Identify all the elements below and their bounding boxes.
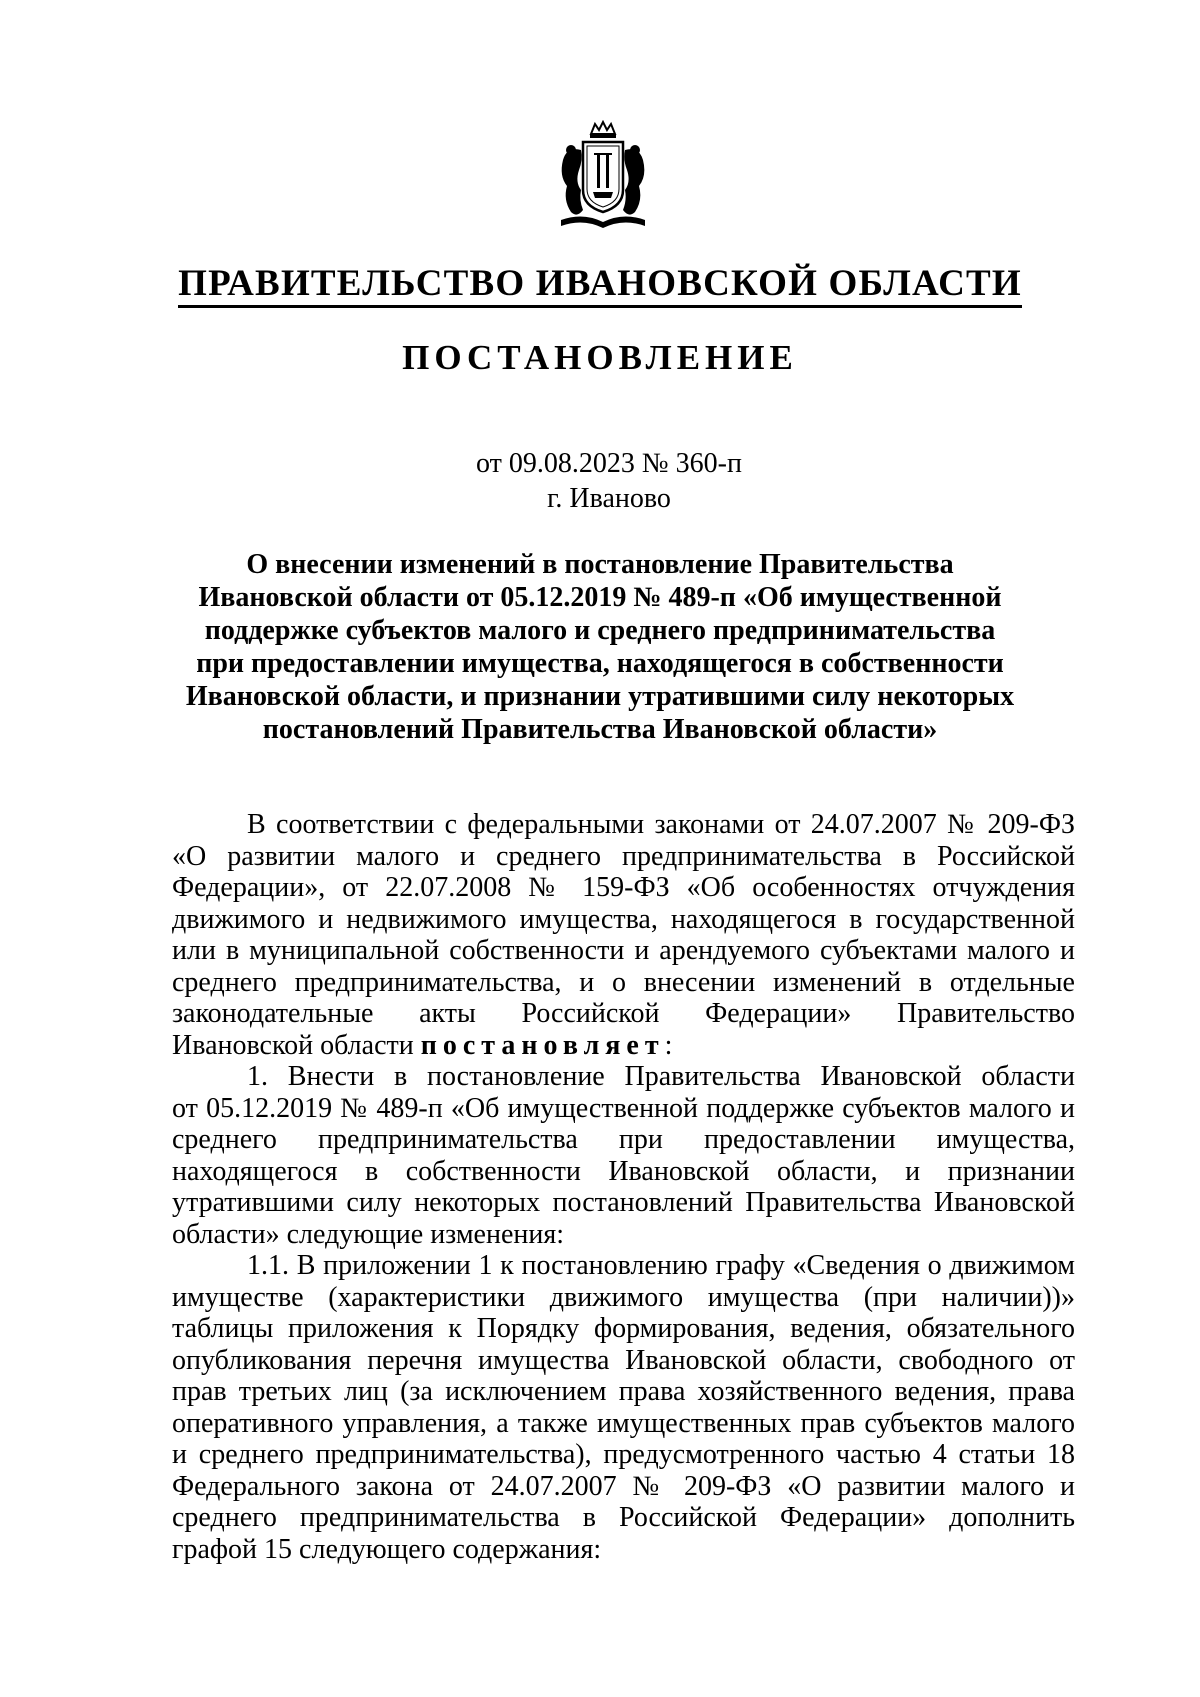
body-line: находящегося в собственности Ивановской области, и признании	[172, 1155, 1075, 1187]
body-line: В соответствии с федеральными законами от 24.07.2007 № 209-ФЗ	[247, 809, 1075, 840]
body-line: Федерации», от 22.07.2008 № 159-ФЗ «Об особенностях отчуждения	[172, 872, 1075, 903]
heading-line: О внесении изменений в постановление Правительства	[246, 549, 954, 580]
document-body	[172, 809, 1075, 1565]
body-line: прав третьих лиц (за исключением права хозяйственного ведения, права	[172, 1376, 1075, 1407]
body-line: имуществе (характеристики движимого имущества (при наличии))»	[172, 1281, 1075, 1313]
body-line: среднего предпринимательства, и о внесении изменений в отдельные	[172, 966, 1075, 998]
body-line: «О развитии малого и среднего предпринимательства в Российской	[172, 840, 1075, 872]
heading-line: поддержке субъектов малого и среднего предпринимательства	[204, 615, 996, 646]
body-line: среднего предпринимательства в Российской Федерации» дополнить	[172, 1502, 1075, 1533]
document-heading	[0, 548, 1200, 746]
body-line: движимого и недвижимого имущества, находящегося в государственной	[172, 903, 1075, 935]
heading-line: Ивановской области от 05.12.2019 № 489-п «Об имущественной	[198, 582, 1002, 613]
body-line: опубликования перечня имущества Ивановской области, свободного от	[172, 1344, 1075, 1376]
body-line: 1. Внести в постановление Правительства Ивановской области	[247, 1061, 1075, 1092]
document-date-number: от 09.08.2023 № 360-п	[476, 448, 742, 479]
heading-line: Ивановской области, и признании утратившими силу некоторых	[185, 681, 1015, 712]
body-line: графой 15 следующего содержания:	[172, 1533, 602, 1565]
resolution-colon: :	[664, 1029, 673, 1061]
body-line	[172, 1030, 1075, 1062]
document-type: ПОСТАНОВЛЕНИЕ	[402, 338, 798, 377]
body-line: Федерального закона от 24.07.2007 № 209-ФЗ «О развитии малого и	[172, 1470, 1075, 1502]
body-line: 1.1. В приложении 1 к постановлению графу «Сведения о движимом	[247, 1250, 1075, 1281]
body-line: утратившими силу некоторых постановлений Правительства Ивановской	[172, 1187, 1075, 1218]
resolution-prefix: Ивановской области	[172, 1029, 421, 1061]
body-line: области» следующие изменения:	[172, 1218, 565, 1250]
resolution-verb: постановляет	[420, 1029, 665, 1061]
ivanovo-coat-of-arms-icon	[553, 120, 653, 232]
government-title-text: ПРАВИТЕЛЬСТВО ИВАНОВСКОЙ ОБЛАСТИ	[178, 263, 1022, 308]
document-city: г. Иваново	[547, 483, 671, 514]
body-line: или в муниципальной собственности и арендуемого субъектами малого и	[172, 935, 1075, 966]
government-title	[0, 262, 1200, 306]
body-line: таблицы приложения к Порядку формирования, ведения, обязательного	[172, 1313, 1075, 1344]
body-line: среднего предпринимательства при предоставлении имущества,	[172, 1124, 1075, 1155]
heading-line: постановлений Правительства Ивановской области»	[262, 714, 938, 745]
body-line: от 05.12.2019 № 489-п «Об имущественной поддержке субъектов малого и	[172, 1092, 1075, 1124]
body-line: оперативного управления, а также имущественных прав субъектов малого	[172, 1407, 1075, 1439]
body-line: и среднего предпринимательства), предусмотренного частью 4 статьи 18	[172, 1439, 1075, 1470]
body-line: законодательные акты Российской Федерации» Правительство	[172, 998, 1075, 1029]
heading-line: при предоставлении имущества, находящегося в собственности	[196, 648, 1004, 679]
